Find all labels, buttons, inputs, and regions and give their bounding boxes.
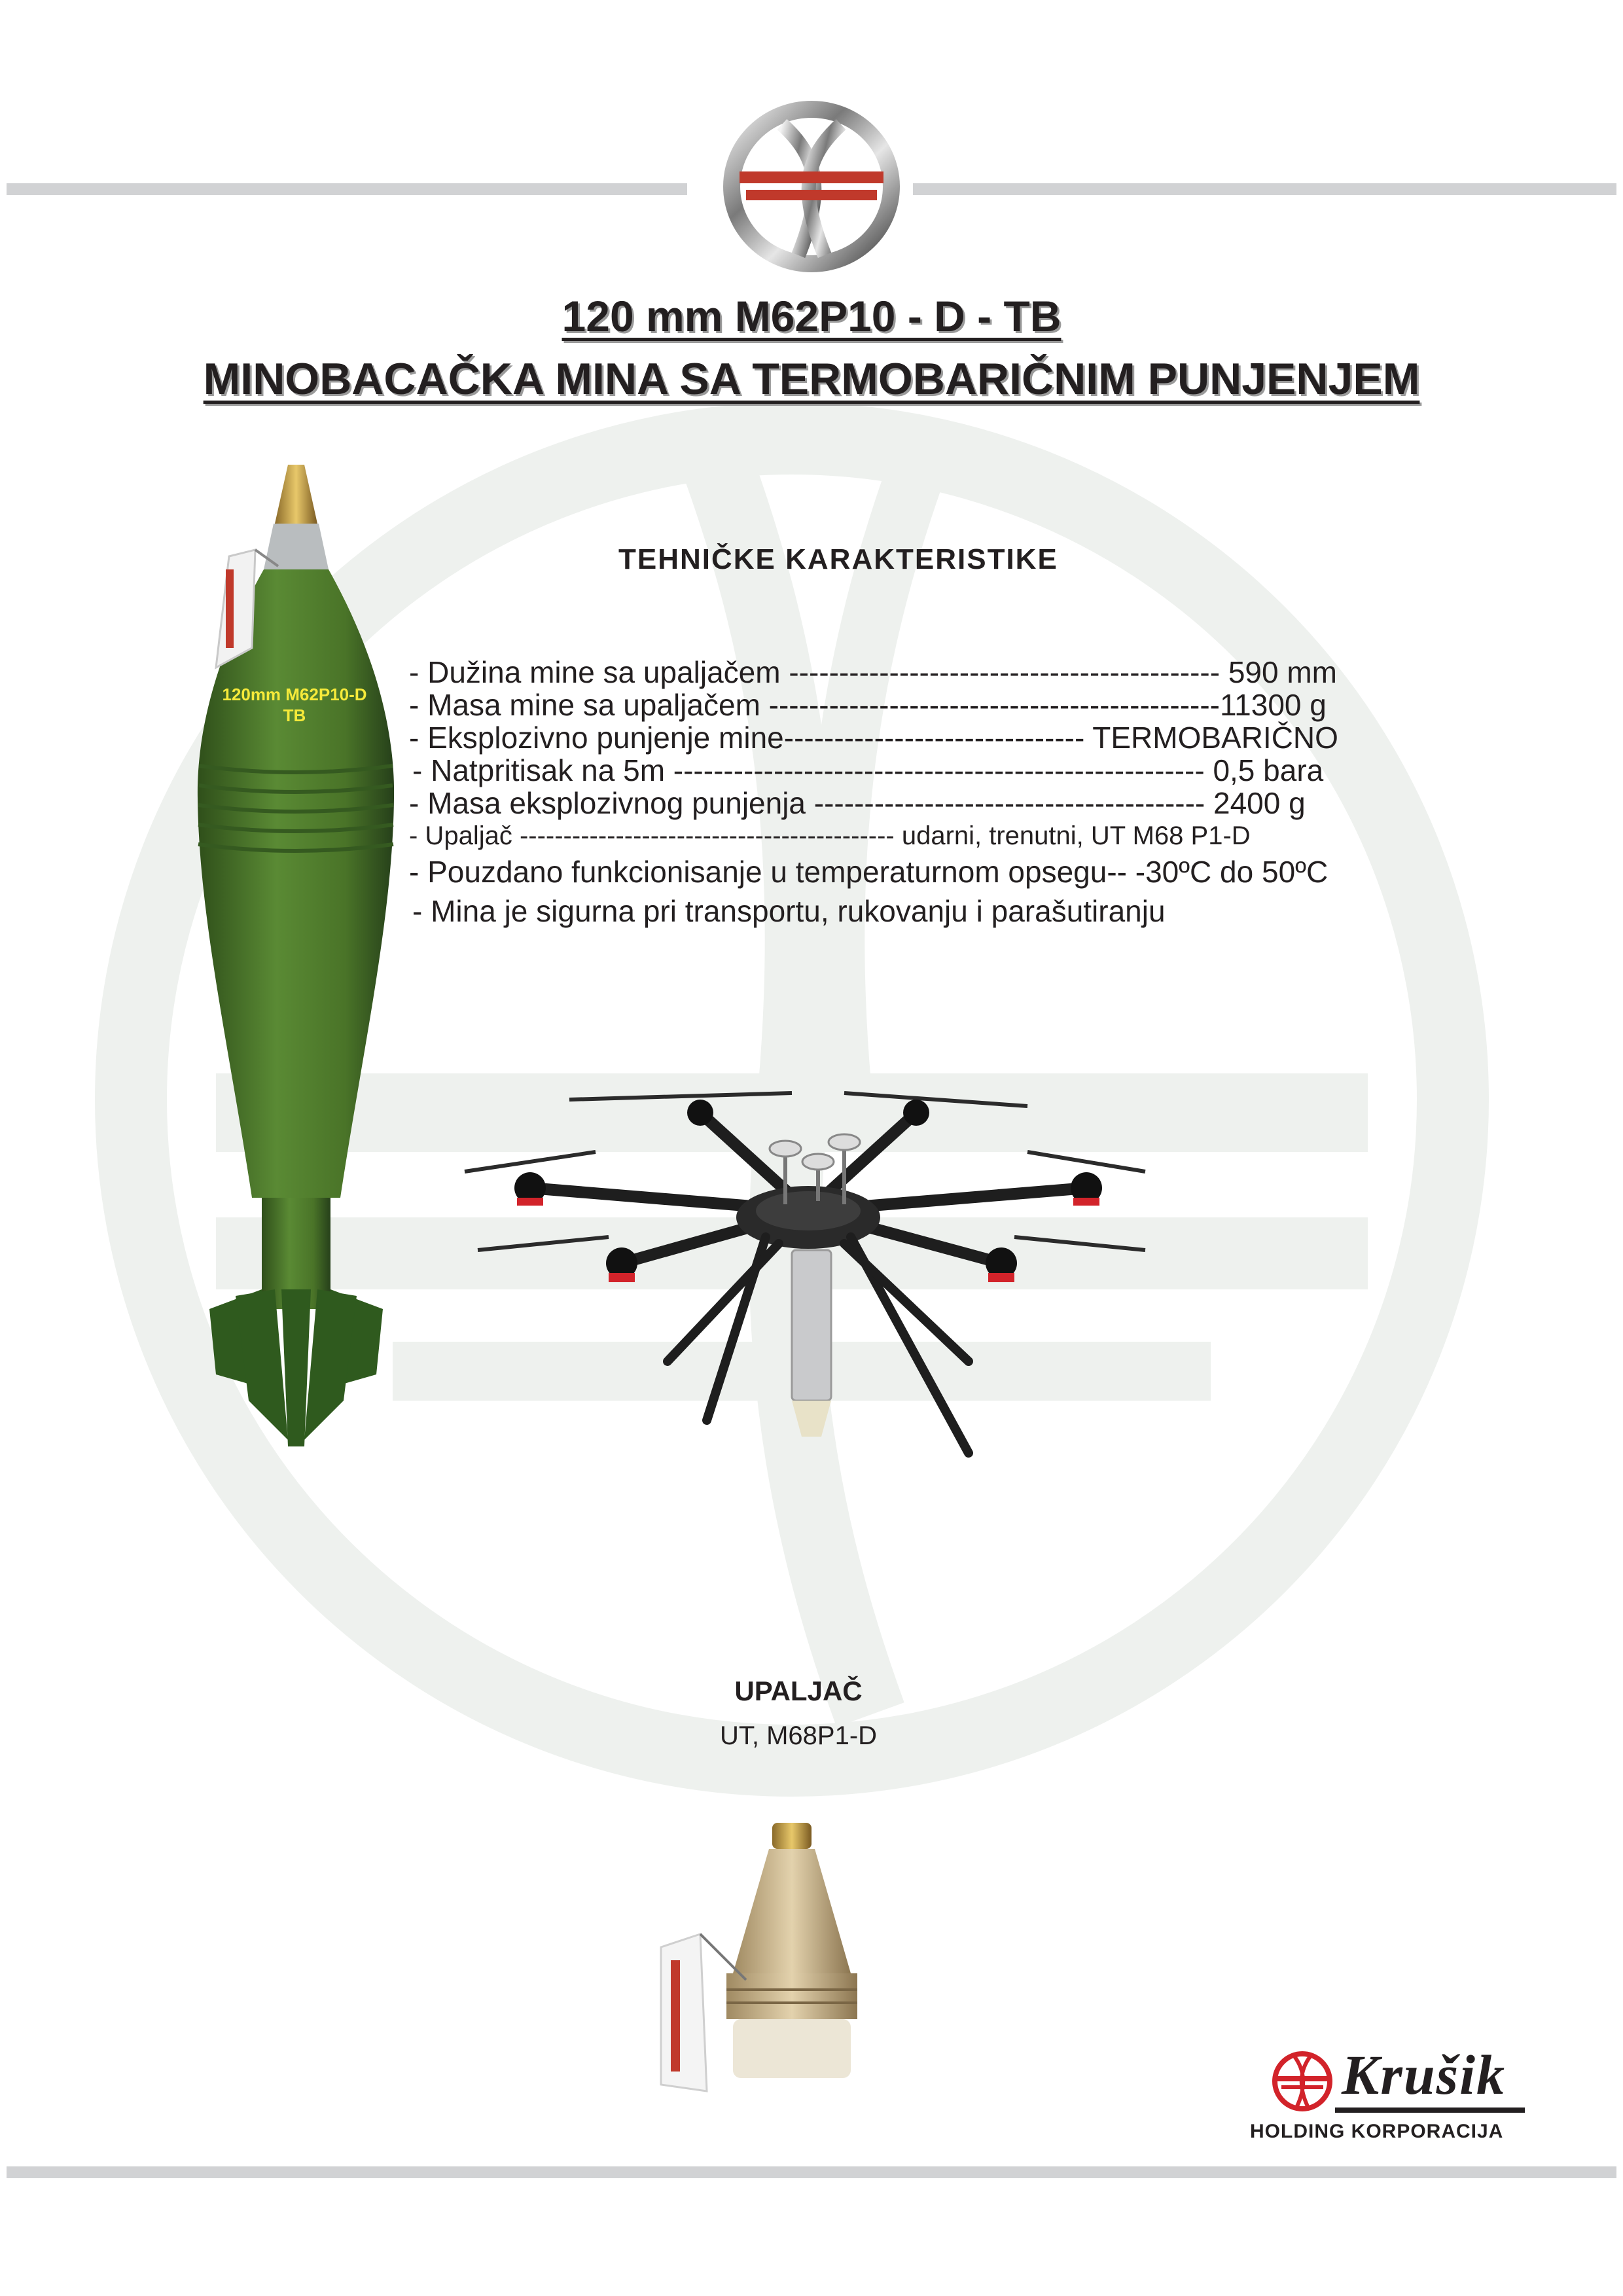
spec-item: - Masa mine sa upaljačem ---------------------------------------------11300 g	[409, 688, 1327, 722]
title-line2: MINOBACAČKA MINA SA TERMOBARIČNIM PUNJENJEM	[203, 354, 1420, 404]
title-line1: 120 mm M62P10 - D - TB	[562, 292, 1061, 340]
spec-item: - Upaljač ------------------------------------------- udarni, trenutni, UT M68 P1-D	[409, 821, 1251, 850]
mine-label-line1: 120mm M62P10-D	[222, 685, 367, 704]
hexacopter-drone-image	[452, 1080, 1152, 1512]
mortar-mine-image	[190, 458, 406, 1453]
specs-heading: TEHNIČKE KARAKTERISTIKE	[618, 543, 1058, 575]
spec-item: - Masa eksplozivnog punjenja --------------------------------------- 2400 g	[409, 786, 1306, 820]
krusik-emblem-icon	[720, 98, 903, 275]
bottom-rule	[7, 2166, 1616, 2178]
brand-subtitle: HOLDING KORPORACIJA	[1250, 2121, 1504, 2142]
fuze-caption-model: UT, M68P1-D	[719, 1721, 878, 1750]
mine-label-line2: TB	[283, 706, 306, 725]
fuze-caption-title: UPALJAČ	[734, 1676, 863, 1706]
spec-item: - Eksplozivno punjenje mine------------------------------ TERMOBARIČNO	[409, 721, 1338, 755]
spec-item: - Pouzdano funkcionisanje u temperaturnom opsegu-- -30ºC do 50ºC	[409, 855, 1329, 889]
brand-name: Krušik	[1342, 2043, 1507, 2106]
mine-label	[209, 684, 380, 726]
krusik-small-emblem-icon	[1270, 2049, 1335, 2114]
top-rule-right	[913, 183, 1616, 195]
brand-underline	[1335, 2108, 1525, 2113]
spec-item: - Natpritisak na 5m ----------------------------------------------------- 0,5 bara	[412, 753, 1324, 787]
fuze-image	[648, 1816, 897, 2098]
spec-item: - Mina je sigurna pri transportu, rukovanju i parašutiranju	[412, 894, 1166, 928]
spec-item: - Dužina mine sa upaljačem ------------------------------------------- 590 mm	[409, 655, 1338, 689]
top-rule-left	[7, 183, 687, 195]
